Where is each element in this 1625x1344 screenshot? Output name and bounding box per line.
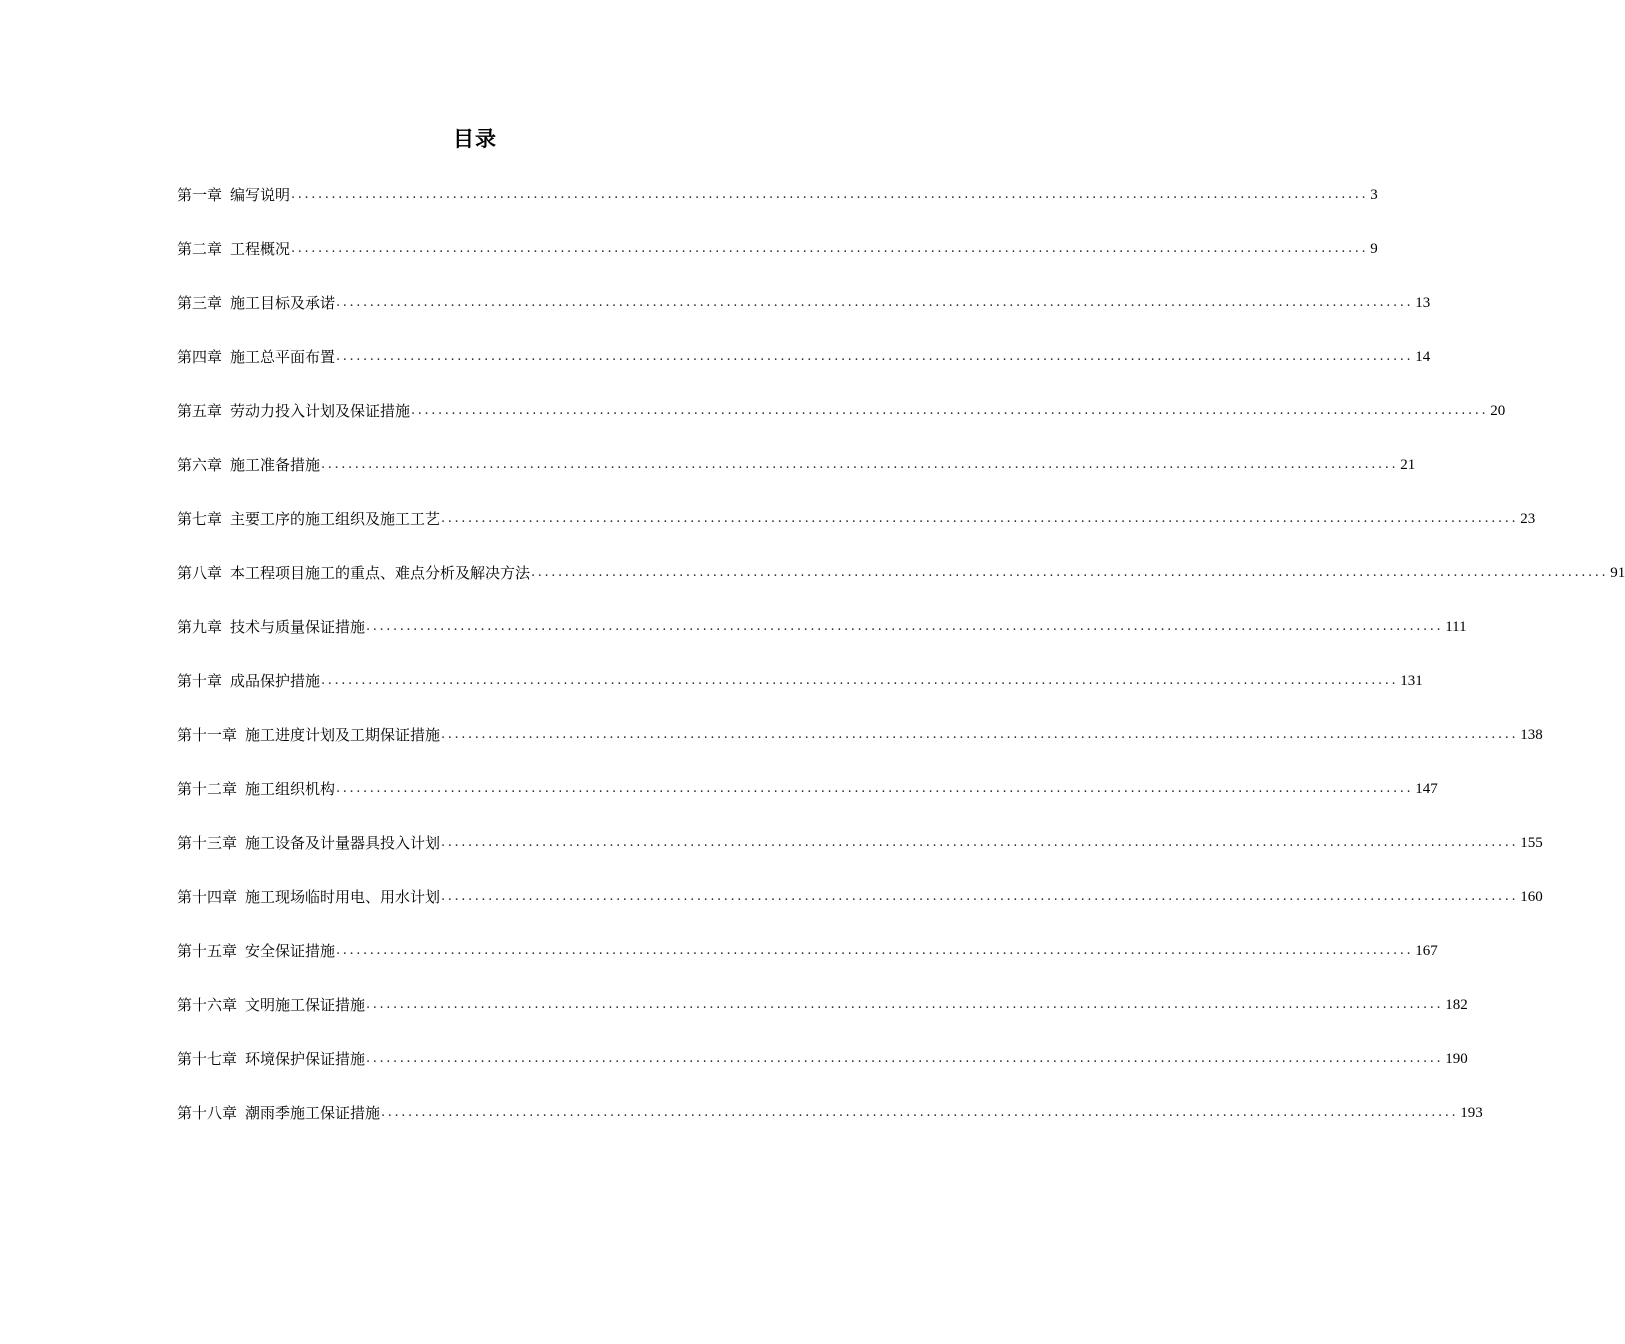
toc-entry-title: 施工设备及计量器具投入计划 <box>245 834 441 852</box>
toc-dot-leader: ................................................................................................................................................................ <box>441 835 1519 850</box>
toc-entry[interactable] <box>177 614 1467 668</box>
toc-entry[interactable] <box>177 236 1378 290</box>
toc-chapter-label: 第十二章 <box>177 780 238 798</box>
toc-chapter-label: 第三章 <box>177 294 223 312</box>
toc-entry-title: 施工目标及承诺 <box>230 294 336 312</box>
toc-entry[interactable] <box>177 884 1543 938</box>
toc-title: 目录 <box>453 126 497 151</box>
toc-dot-leader: ................................................................................................................................................................ <box>291 241 1369 256</box>
toc-chapter-label: 第六章 <box>177 456 223 474</box>
toc-dot-leader: ................................................................................................................................................................ <box>321 457 1399 472</box>
toc-page-number: 21 <box>1400 457 1416 473</box>
toc-chapter-label: 第五章 <box>177 402 223 420</box>
toc-entry[interactable] <box>177 992 1468 1046</box>
toc-page-number: 147 <box>1415 781 1438 797</box>
toc-chapter-label: 第九章 <box>177 618 223 636</box>
toc-entry-title: 潮雨季施工保证措施 <box>245 1104 381 1122</box>
toc-entry[interactable] <box>177 506 1536 560</box>
toc-entry[interactable] <box>177 830 1543 884</box>
toc-page-number: 182 <box>1445 997 1468 1013</box>
toc-entry[interactable] <box>177 776 1438 830</box>
toc-entry-title: 成品保护措施 <box>230 672 321 690</box>
toc-page-number: 111 <box>1445 619 1467 635</box>
toc-dot-leader: ................................................................................................................................................................ <box>366 997 1444 1012</box>
toc-chapter-label: 第十三章 <box>177 834 238 852</box>
toc-page-number: 167 <box>1415 943 1438 959</box>
toc-entry-title: 施工总平面布置 <box>230 348 336 366</box>
toc-page-number: 91 <box>1610 565 1625 581</box>
toc-entry-title: 安全保证措施 <box>245 942 336 960</box>
toc-page-number: 9 <box>1370 241 1378 257</box>
toc-dot-leader: ................................................................................................................................................................ <box>336 295 1414 310</box>
toc-entry-title: 文明施工保证措施 <box>245 996 366 1014</box>
toc-chapter-label: 第十四章 <box>177 888 238 906</box>
toc-page-number: 155 <box>1520 835 1543 851</box>
toc-dot-leader: ................................................................................................................................................................ <box>441 889 1519 904</box>
toc-chapter-label: 第八章 <box>177 564 223 582</box>
toc-dot-leader: ................................................................................................................................................................ <box>366 619 1444 634</box>
toc-chapter-label: 第一章 <box>177 186 223 204</box>
toc-entry-title: 工程概况 <box>230 240 291 258</box>
toc-chapter-label: 第十一章 <box>177 726 238 744</box>
toc-page-number: 20 <box>1490 403 1506 419</box>
toc-entry[interactable] <box>177 668 1423 722</box>
toc-entry[interactable] <box>177 722 1543 776</box>
toc-dot-leader: ................................................................................................................................................................ <box>531 565 1609 580</box>
toc-entry[interactable] <box>177 1100 1483 1154</box>
toc-dot-leader: ................................................................................................................................................................ <box>336 781 1414 796</box>
toc-entry[interactable] <box>177 398 1506 452</box>
toc-entry-title: 施工组织机构 <box>245 780 336 798</box>
toc-entry-title: 劳动力投入计划及保证措施 <box>230 402 411 420</box>
toc-page-number: 190 <box>1445 1051 1468 1067</box>
toc-dot-leader: ................................................................................................................................................................ <box>411 403 1489 418</box>
toc-entry[interactable] <box>177 452 1416 506</box>
toc-entry-title: 编写说明 <box>230 186 291 204</box>
toc-page-number: 131 <box>1400 673 1423 689</box>
toc-chapter-label: 第十七章 <box>177 1050 238 1068</box>
toc-dot-leader: ................................................................................................................................................................ <box>441 727 1519 742</box>
toc-page-number: 160 <box>1520 889 1543 905</box>
toc-entry-title: 主要工序的施工组织及施工工艺 <box>230 510 441 528</box>
toc-entry[interactable] <box>177 182 1378 236</box>
toc-dot-leader: ................................................................................................................................................................ <box>336 943 1414 958</box>
toc-page-number: 138 <box>1520 727 1543 743</box>
toc-dot-leader: ................................................................................................................................................................ <box>441 511 1519 526</box>
toc-entry-title: 技术与质量保证措施 <box>230 618 366 636</box>
toc-entry[interactable] <box>177 938 1438 992</box>
toc-entry-title: 本工程项目施工的重点、难点分析及解决方法 <box>230 564 531 582</box>
toc-dot-leader: ................................................................................................................................................................ <box>366 1051 1444 1066</box>
toc-chapter-label: 第十八章 <box>177 1104 238 1122</box>
toc-page-number: 23 <box>1520 511 1536 527</box>
toc-entry[interactable] <box>177 290 1431 344</box>
toc-entry-title: 施工进度计划及工期保证措施 <box>245 726 441 744</box>
toc-list <box>177 182 1625 1154</box>
toc-chapter-label: 第十五章 <box>177 942 238 960</box>
toc-chapter-label: 第二章 <box>177 240 223 258</box>
toc-entry-title: 施工现场临时用电、用水计划 <box>245 888 441 906</box>
toc-page-number: 14 <box>1415 349 1431 365</box>
toc-chapter-label: 第四章 <box>177 348 223 366</box>
toc-dot-leader: ................................................................................................................................................................ <box>291 187 1369 202</box>
toc-entry-title: 施工准备措施 <box>230 456 321 474</box>
toc-dot-leader: ................................................................................................................................................................ <box>381 1105 1459 1120</box>
toc-page-number: 193 <box>1460 1105 1483 1121</box>
toc-page-number: 13 <box>1415 295 1431 311</box>
toc-entry[interactable] <box>177 344 1431 398</box>
toc-page-number: 3 <box>1370 187 1378 203</box>
toc-chapter-label: 第七章 <box>177 510 223 528</box>
toc-entry[interactable] <box>177 1046 1468 1100</box>
toc-dot-leader: ................................................................................................................................................................ <box>321 673 1399 688</box>
toc-entry-title: 环境保护保证措施 <box>245 1050 366 1068</box>
toc-dot-leader: ................................................................................................................................................................ <box>336 349 1414 364</box>
toc-chapter-label: 第十六章 <box>177 996 238 1014</box>
toc-chapter-label: 第十章 <box>177 672 223 690</box>
toc-entry[interactable] <box>177 560 1625 614</box>
